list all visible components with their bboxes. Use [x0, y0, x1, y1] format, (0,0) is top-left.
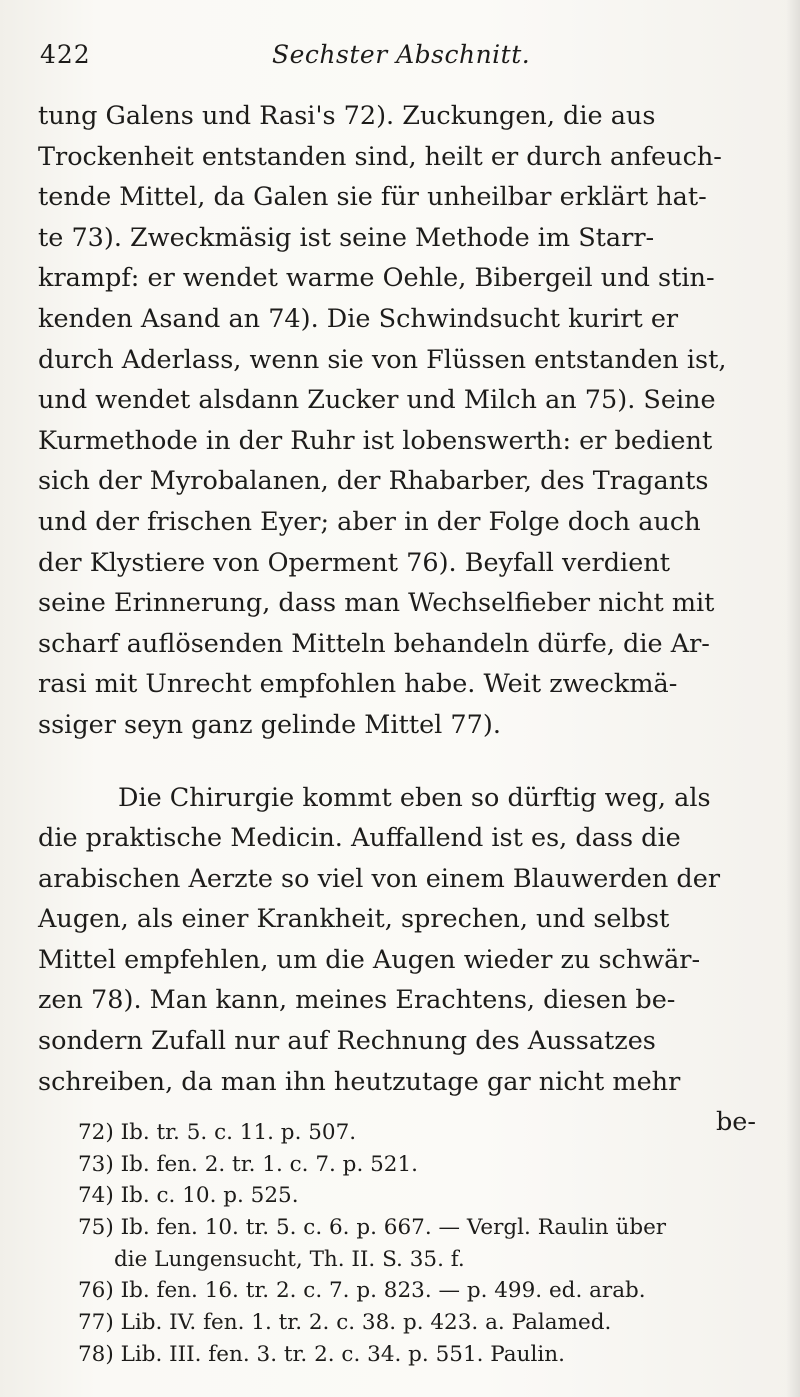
footnote: 74) Ib. c. 10. p. 525. — [78, 1183, 299, 1209]
footnote: 77) Lib. IV. fen. 1. tr. 2. c. 38. p. 423. a. Palamed. — [78, 1310, 612, 1336]
footnote-continuation: die Lungensucht, Th. II. S. 35. f. — [114, 1246, 465, 1272]
text-line: te 73). Zweckmäsig ist seine Methode im Starr- — [38, 222, 655, 253]
page-number: 422 — [40, 40, 91, 69]
running-head: Sechster Abschnitt. — [272, 40, 531, 69]
text-line: scharf auflösenden Mitteln behandeln dürfe, die Ar- — [38, 628, 710, 659]
text-line: Augen, als einer Krankheit, sprechen, und selbst — [38, 904, 670, 935]
text-line: tende Mittel, da Galen sie für unheilbar erklärt hat- — [38, 182, 707, 213]
text-line: und der frischen Eyer; aber in der Folge doch auch — [38, 506, 701, 537]
text-line: arabischen Aerzte so viel von einem Blauwerden der — [38, 863, 721, 894]
paragraph — [38, 96, 756, 746]
text-line: Die Chirurgie kommt eben so dürftig weg, als — [118, 782, 711, 813]
page-header — [40, 36, 760, 76]
footnote: 75) Ib. fen. 10. tr. 5. c. 6. p. 667. — Vergl. Raulin über — [78, 1215, 667, 1241]
text-line: seine Erinnerung, dass man Wechselfieber nicht mit — [38, 588, 715, 619]
footnote: 76) Ib. fen. 16. tr. 2. c. 7. p. 823. — p. 499. ed. arab. — [78, 1278, 646, 1304]
footnotes — [78, 1117, 758, 1371]
text-line: Mittel empfehlen, um die Augen wieder zu schwär- — [38, 944, 701, 975]
footnote: 73) Ib. fen. 2. tr. 1. c. 7. p. 521. — [78, 1151, 418, 1177]
text-line: durch Aderlass, wenn sie von Flüssen entstanden ist, — [38, 344, 727, 375]
page-edge-shadow — [786, 0, 800, 1397]
footnote: 78) Lib. III. fen. 3. tr. 2. c. 34. p. 551. Paulin. — [78, 1341, 565, 1367]
text-line: sondern Zufall nur auf Rechnung des Aussatzes — [38, 1026, 656, 1057]
text-line: zen 78). Man kann, meines Erachtens, diesen be- — [38, 985, 676, 1016]
paragraph — [38, 778, 756, 1143]
body-text — [38, 96, 756, 1143]
text-line: krampf: er wendet warme Oehle, Bibergeil und stin- — [38, 263, 715, 294]
text-line: der Klystiere von Operment 76). Beyfall verdient — [38, 547, 670, 578]
text-line: schreiben, da man ihn heutzutage gar nicht mehr — [38, 1066, 681, 1097]
text-line: Trockenheit entstanden sind, heilt er durch anfeuch- — [38, 141, 722, 172]
footnote: 72) Ib. tr. 5. c. 11. p. 507. — [78, 1120, 357, 1145]
text-line: und wendet alsdann Zucker und Milch an 75). Seine — [38, 385, 716, 416]
text-line: die praktische Medicin. Auffallend ist es, dass die — [38, 823, 681, 854]
catchword: be- — [715, 1107, 756, 1138]
text-line: Kurmethode in der Ruhr ist lobenswerth: er bedient — [38, 425, 713, 456]
text-line: kenden Asand an 74). Die Schwindsucht kurirt er — [38, 303, 679, 334]
text-line: rasi mit Unrecht empfohlen habe. Weit zweckmä- — [38, 669, 678, 700]
text-line: tung Galens und Rasi's 72). Zuckungen, die aus — [38, 101, 656, 131]
text-line: ssiger seyn ganz gelinde Mittel 77). — [38, 709, 501, 740]
text-line: sich der Myrobalanen, der Rhabarber, des Tragants — [38, 466, 709, 497]
